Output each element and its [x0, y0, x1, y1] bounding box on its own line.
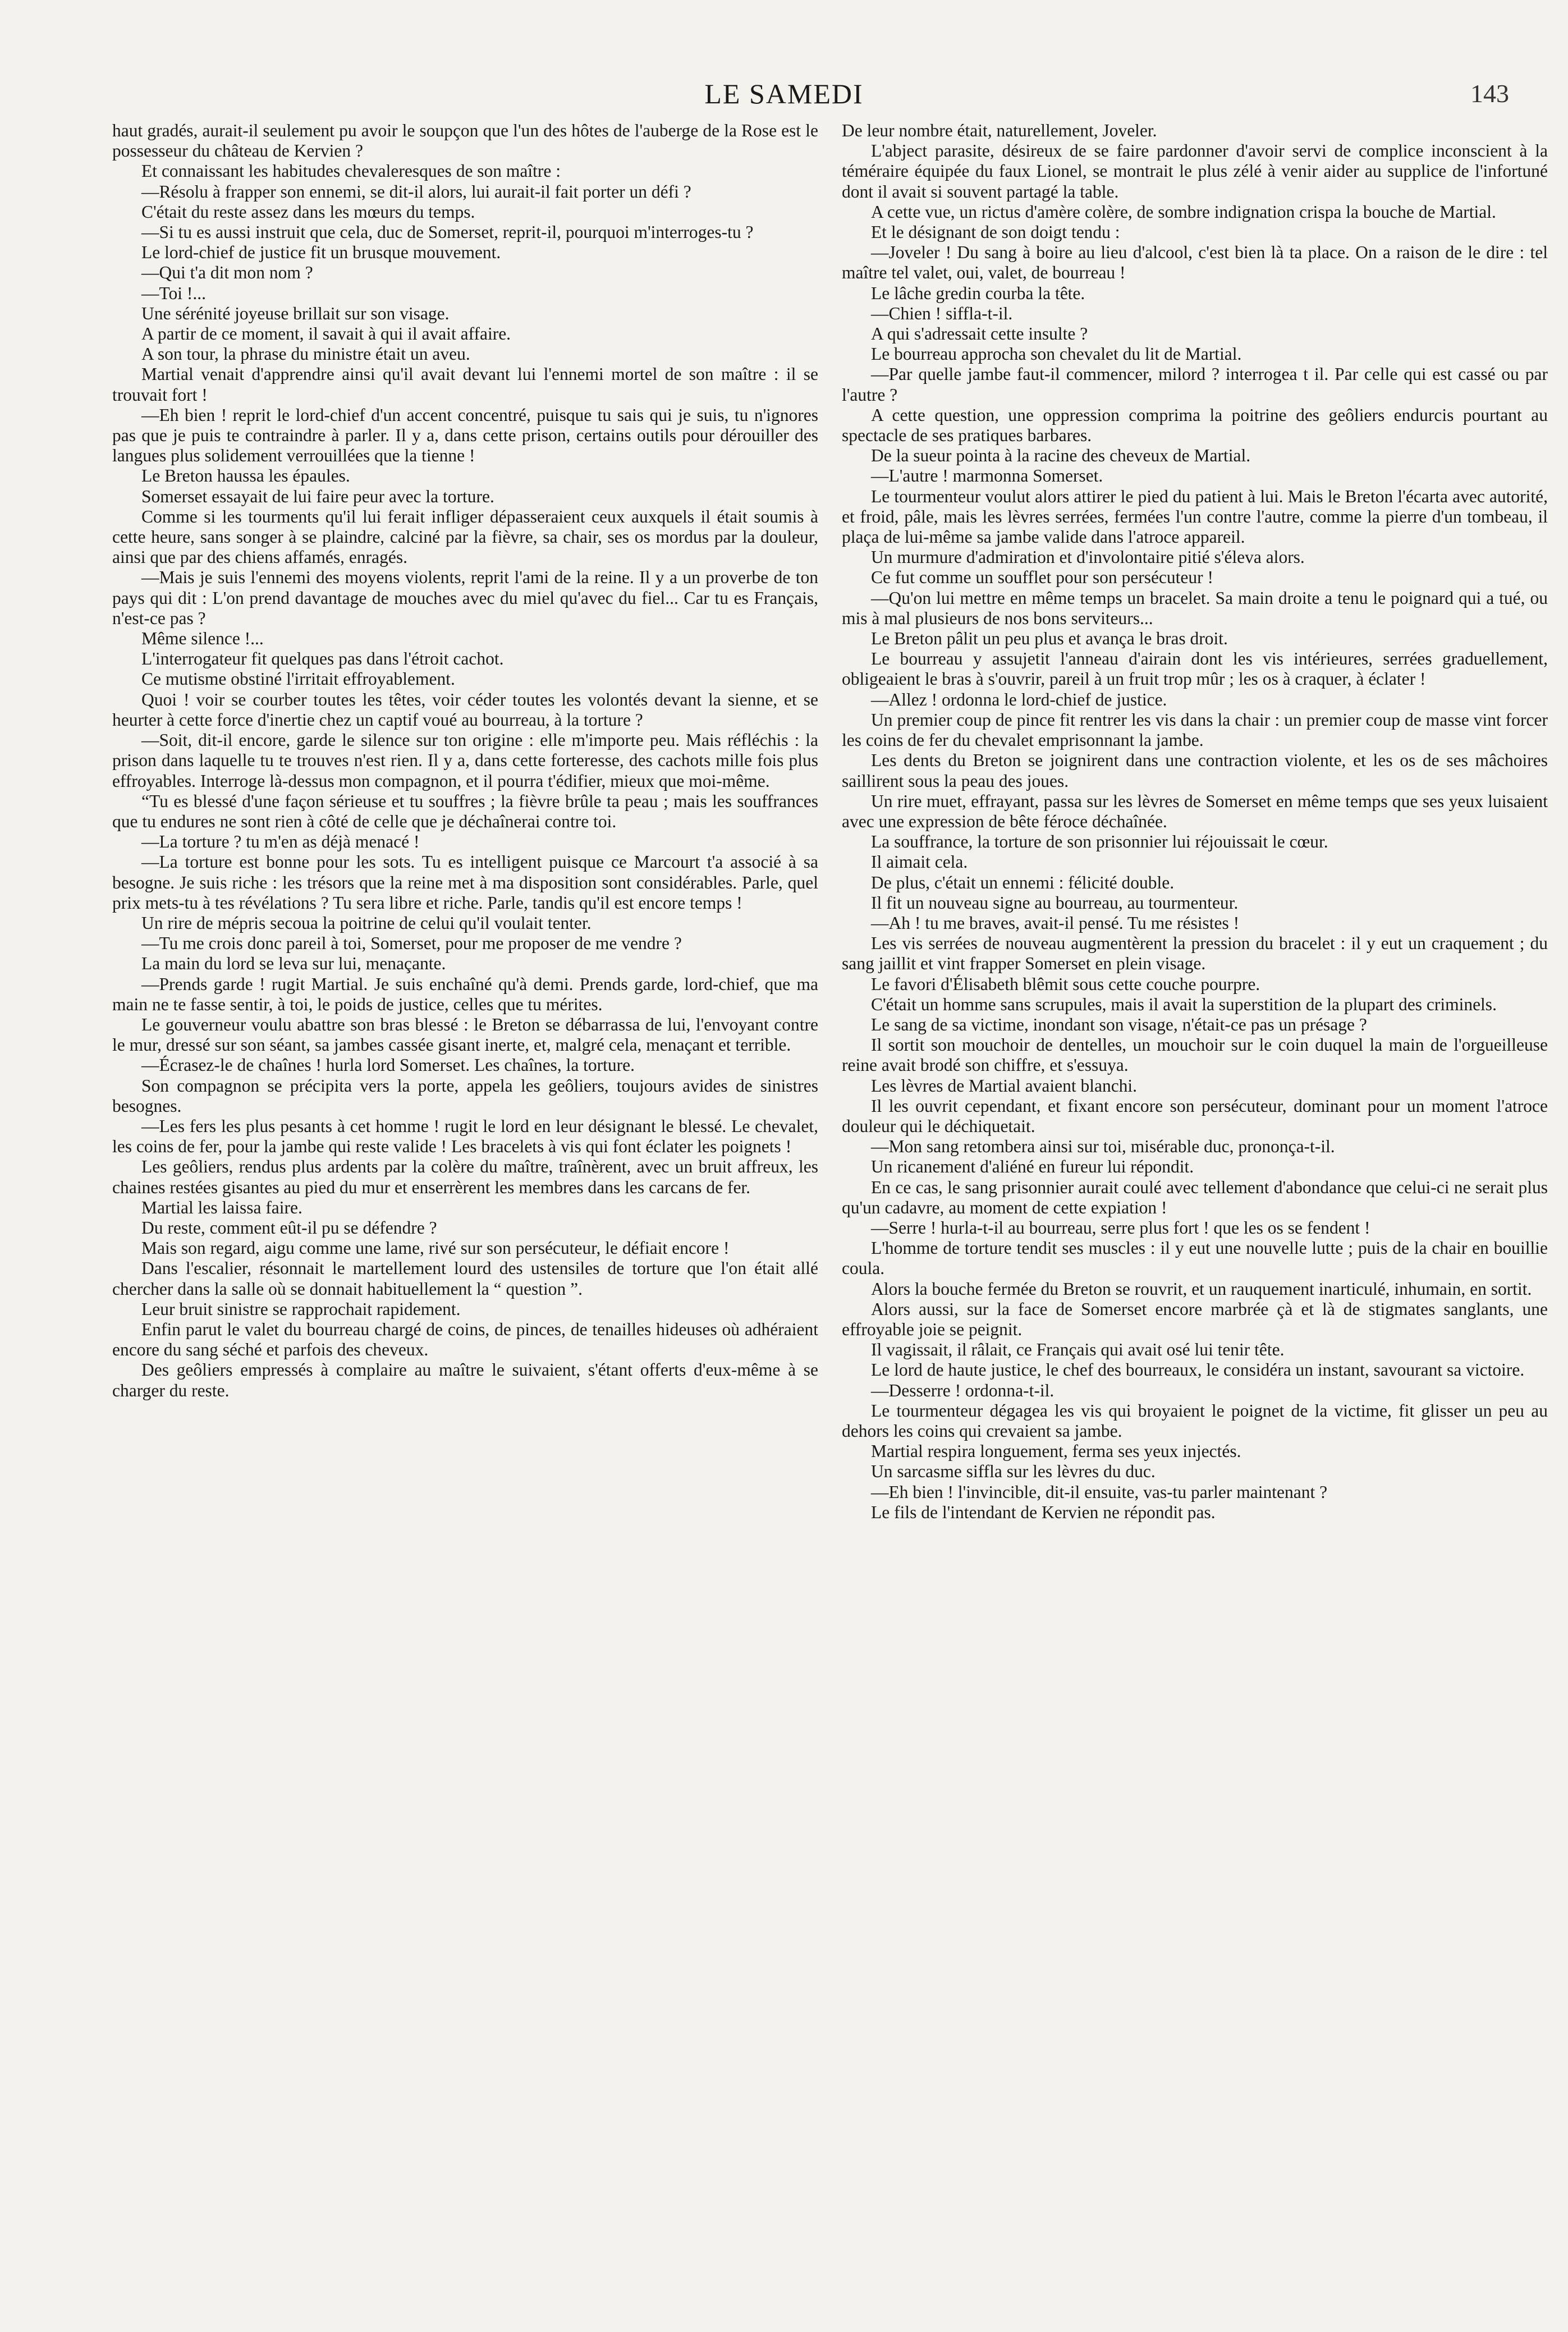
paragraph: Un ricanement d'aliéné en fureur lui répondit.	[871, 1157, 1194, 1177]
paragraph: Son compagnon se précipita vers la porte, appela les geôliers, toujours avides de sinistres besognes.	[112, 1075, 818, 1116]
paragraph: —Tu me crois donc pareil à toi, Somerset, pour me proposer de me vendre ?	[141, 933, 682, 954]
paragraph: —Résolu à frapper son ennemi, se dit-il alors, lui aurait-il fait porter un défi ?	[141, 181, 691, 201]
paragraph: Et le désignant de son doigt tendu :	[871, 222, 1120, 242]
paragraph: Le tourmenteur voulut alors attirer le pied du patient à lui. Mais le Breton l'écarta avec autorité, et froid, pâle, mais les lèvres serrées, fermées l'un contre l'autre, comme la pierre d'un tombeau, il plaça de lui-même sa jambe valide dans l'atroce appareil.	[842, 486, 1548, 547]
paragraph: Il aimait cela.	[871, 852, 968, 872]
paragraph: Et connaissant les habitudes chevaleresques de son maître :	[141, 161, 561, 181]
paragraph: Martial respira longuement, ferma ses yeux injectés.	[871, 1441, 1241, 1461]
paragraph: Enfin parut le valet du bourreau chargé de coins, de pinces, de tenailles hideuses où adhéraient encore du sang séché et parfois des cheveux.	[112, 1319, 818, 1360]
paragraph: Le bourreau approcha son chevalet du lit de Martial.	[871, 344, 1242, 364]
paragraph: Les vis serrées de nouveau augmentèrent la pression du bracelet : il y eut un craquement ; du sang jaillit et vint frapper Somerset en plein visage.	[842, 933, 1548, 974]
paragraph: —La torture est bonne pour les sots. Tu es intelligent puisque ce Marcourt t'a associé à sa besogne. Je suis riche : les trésors que la reine met à ma disposition sont considérables. Parle, quel prix mets-tu à tes révélations ? Tu sera libre et riche. Parle, tandis qu'il est encore temps !	[112, 852, 818, 913]
paragraph: —Mon sang retombera ainsi sur toi, misérable duc, prononça-t-il.	[871, 1137, 1335, 1157]
paragraph: —Écrasez-le de chaînes ! hurla lord Somerset. Les chaînes, la torture.	[141, 1055, 635, 1075]
newspaper-title: LE SAMEDI	[704, 78, 864, 109]
paragraph: Comme si les tourments qu'il lui ferait infliger dépasseraient ceux auxquels il était soumis à cette heure, sans songer à se plaindre, calciné par la fièvre, sa chair, ses os mordus par la douleur, ainsi que par des chiens affamés, enragés.	[112, 506, 818, 567]
paragraph: Le tourmenteur dégagea les vis qui broyaient le poignet de la victime, fit glisser un peu au dehors les coins qui crevaient sa jambe.	[842, 1400, 1548, 1441]
paragraph: A cette vue, un rictus d'amère colère, de sombre indignation crispa la bouche de Martial.	[871, 201, 1496, 222]
paragraph: Alors aussi, sur la face de Somerset encore marbrée çà et là de stigmates sanglants, une effroyable joie se peignit.	[842, 1299, 1548, 1339]
paragraph: —Si tu es aussi instruit que cela, duc de Somerset, reprit-il, pourquoi m'interroges-tu ?	[141, 222, 754, 242]
paragraph: De la sueur pointa à la racine des cheveux de Martial.	[871, 446, 1251, 466]
paragraph: Le bourreau y assujetit l'anneau d'airain dont les vis intérieures, serrées graduellement, obligeaient le bras à s'ouvrir, pareil à un fruit trop mûr ; les os à craquer, à éclater !	[842, 649, 1548, 689]
paragraph: Alors la bouche fermée du Breton se rouvrit, et un rauquement inarticulé, inhumain, en sortit.	[871, 1279, 1532, 1299]
paragraph: “Tu es blessé d'une façon sérieuse et tu souffres ; la fièvre brûle ta peau ; mais les souffrances que tu endures ne sont rien à côté de celle que je déchaînerai contre toi.	[112, 791, 818, 831]
paragraph: Il les ouvrit cependant, et fixant encore son persécuteur, dominant pour un moment l'atroce douleur qui le déchiquetait.	[842, 1096, 1548, 1136]
paragraph: Le Breton haussa les épaules.	[141, 466, 350, 486]
paragraph: —Allez ! ordonna le lord-chief de justice.	[871, 689, 1167, 709]
paragraph: La souffrance, la torture de son prisonnier lui réjouissait le cœur.	[871, 832, 1328, 852]
paragraph: —Eh bien ! l'invincible, dit-il ensuite, vas-tu parler maintenant ?	[871, 1482, 1328, 1502]
paragraph: Martial les laissa faire.	[141, 1197, 302, 1217]
paragraph: Leur bruit sinistre se rapprochait rapidement.	[141, 1299, 461, 1319]
paragraph: —Chien ! siffla-t-il.	[871, 303, 1013, 323]
paragraph: —Qui t'a dit mon nom ?	[141, 263, 313, 283]
paragraph: Il fit un nouveau signe au bourreau, au tourmenteur.	[871, 892, 1239, 913]
paragraph: Ce mutisme obstiné l'irritait effroyablement.	[141, 669, 455, 689]
paragraph: haut gradés, aurait-il seulement pu avoir le soupçon que l'un des hôtes de l'auberge de la Rose est le possesseur du château de Kervien ?	[112, 121, 818, 161]
paragraph: A son tour, la phrase du ministre était un aveu.	[141, 344, 470, 364]
paragraph: Le lord-chief de justice fit un brusque mouvement.	[141, 242, 501, 263]
page-number: 143	[1470, 79, 1509, 108]
paragraph: L'abject parasite, désireux de se faire pardonner d'avoir servi de complice inconscient à la téméraire équipée du faux Lionel, se montrait le plus zélé à venir aider au supplice de l'infortuné dont il avait si souvent partagé la table.	[842, 141, 1548, 201]
paragraph: —L'autre ! marmonna Somerset.	[871, 466, 1103, 486]
page-header	[0, 77, 1568, 122]
paragraph: Le lord de haute justice, le chef des bourreaux, le considéra un instant, savourant sa victoire.	[871, 1360, 1525, 1380]
paragraph: —Desserre ! ordonna-t-il.	[871, 1380, 1054, 1400]
paragraph: Un murmure d'admiration et d'involontaire pitié s'éleva alors.	[871, 547, 1305, 567]
paragraph: Mais son regard, aigu comme une lame, rivé sur son persécuteur, le défiait encore !	[141, 1238, 730, 1258]
paragraph: —Joveler ! Du sang à boire au lieu d'alcool, c'est bien là ta place. On a raison de le dire : tel maître tel valet, oui, valet, de bourreau !	[842, 242, 1548, 283]
paragraph: De leur nombre était, naturellement, Joveler.	[842, 121, 1157, 140]
paragraph: —Prends garde ! rugit Martial. Je suis enchaîné qu'à demi. Prends garde, lord-chief, que ma main ne te fasse sentir, à toi, le poids de justice, celles que tu mérites.	[112, 974, 818, 1014]
paragraph: Martial venait d'apprendre ainsi qu'il avait devant lui l'ennemi mortel de son maître : il se trouvait fort !	[112, 364, 818, 405]
paragraph: C'était un homme sans scrupules, mais il avait la superstition de la plupart des criminels.	[871, 994, 1497, 1014]
paragraph: —Les fers les plus pesants à cet homme ! rugit le lord en leur désignant le blessé. Le chevalet, les coins de fer, pour la jambe qui reste valide ! Les bracelets à vis qui font éclater les poignets !	[112, 1116, 818, 1157]
paragraph: L'homme de torture tendit ses muscles : il y eut une nouvelle lutte ; puis de la chair en bouillie coula.	[842, 1238, 1548, 1279]
paragraph: —Soit, dit-il encore, garde le silence sur ton origine : elle m'importe peu. Mais réfléchis : la prison dans laquelle tu te trouves n'est rien. Il y a, dans cette forteresse, des cachots mille fois plus effroyables. Interroge là-dessus mon compagnon, et il pourra t'édifier, mieux que moi-même.	[112, 730, 818, 791]
paragraph: Des geôliers empressés à complaire au maître le suivaient, s'étant offerts d'eux-même à se charger du reste.	[112, 1360, 818, 1400]
paragraph: A qui s'adressait cette insulte ?	[871, 324, 1088, 344]
paragraph: Le sang de sa victime, inondant son visage, n'était-ce pas un présage ?	[871, 1014, 1367, 1034]
paragraph: Du reste, comment eût-il pu se défendre ?	[141, 1217, 437, 1238]
paragraph: La main du lord se leva sur lui, menaçante.	[141, 954, 446, 974]
paragraph: —La torture ? tu m'en as déjà menacé !	[141, 832, 420, 852]
paragraph: Un premier coup de pince fit rentrer les vis dans la chair : un premier coup de masse vint forcer les coins de fer du chevalet emprisonnant la jambe.	[842, 709, 1548, 750]
paragraph: Le lâche gredin courba la tête.	[871, 283, 1085, 303]
paragraph: Quoi ! voir se courber toutes les têtes, voir céder toutes les volontés devant la sienne, et se heurter à cette force d'inertie chez un captif voué au bourreau, à la torture ?	[112, 689, 818, 730]
right-text-column	[842, 121, 1548, 2304]
paragraph: Il sortit son mouchoir de dentelles, un mouchoir sur le coin duquel la main de l'orgueilleuse reine avait brodé son chiffre, et s'essuya.	[842, 1035, 1548, 1075]
paragraph: A partir de ce moment, il savait à qui il avait affaire.	[141, 324, 511, 344]
paragraph: —Eh bien ! reprit le lord-chief d'un accent concentré, puisque tu sais qui je suis, tu n'ignores pas que je puis te contraindre à parler. Il y a, dans cette prison, certains outils pour dérouiller des langues plus solidement verrouillées que la tienne !	[112, 405, 818, 466]
paragraph: Le fils de l'intendant de Kervien ne répondit pas.	[871, 1502, 1216, 1522]
paragraph: De plus, c'était un ennemi : félicité double.	[871, 872, 1175, 892]
paragraph: Une sérénité joyeuse brillait sur son visage.	[141, 303, 450, 323]
paragraph: Les dents du Breton se joignirent dans une contraction violente, et les os de ses mâchoires saillirent sous la peau des joues.	[842, 750, 1548, 791]
paragraph: En ce cas, le sang prisonnier aurait coulé avec tellement d'abondance que celui-ci ne serait plus qu'un cadavre, au moment de cette expiation !	[842, 1177, 1548, 1217]
paragraph: Le gouverneur voulu abattre son bras blessé : le Breton se débarrassa de lui, l'envoyant contre le mur, dressé sur son séant, sa jambes cassée gisant inerte, et, malgré cela, menaçant et terrible.	[112, 1014, 818, 1055]
paragraph: —Ah ! tu me braves, avait-il pensé. Tu me résistes !	[871, 913, 1240, 933]
paragraph: C'était du reste assez dans les mœurs du temps.	[141, 201, 475, 222]
paragraph: Le favori d'Élisabeth blêmit sous cette couche pourpre.	[871, 974, 1260, 994]
paragraph: —Serre ! hurla-t-il au bourreau, serre plus fort ! que les os se fendent !	[871, 1217, 1370, 1238]
paragraph: Le Breton pâlit un peu plus et avança le bras droit.	[871, 629, 1228, 649]
paragraph: Même silence !...	[141, 629, 264, 649]
paragraph: Les lèvres de Martial avaient blanchi.	[871, 1075, 1138, 1096]
paragraph: Dans l'escalier, résonnait le martellement lourd des ustensiles de torture que l'on était allé chercher dans la salle où se donnait habituellement la “ question ”.	[112, 1258, 818, 1299]
paragraph: L'interrogateur fit quelques pas dans l'étroit cachot.	[141, 649, 504, 669]
paragraph: Ce fut comme un soufflet pour son persécuteur !	[871, 567, 1214, 588]
paragraph: Somerset essayait de lui faire peur avec la torture.	[141, 486, 494, 506]
paragraph: Un sarcasme siffla sur les lèvres du duc.	[871, 1461, 1156, 1482]
paragraph: Il vagissait, il râlait, ce Français qui avait osé lui tenir tête.	[871, 1340, 1285, 1360]
paragraph: Les geôliers, rendus plus ardents par la colère du maître, traînèrent, avec un bruit affreux, les chaines restées gisantes au pied du mur et enserrèrent les membres dans les carcans de fer.	[112, 1157, 818, 1197]
paragraph: A cette question, une oppression comprima la poitrine des geôliers endurcis pourtant au spectacle de ses pratiques barbares.	[842, 405, 1548, 446]
paragraph: Un rire muet, effrayant, passa sur les lèvres de Somerset en même temps que ses yeux luisaient avec une expression de bête féroce déchaînée.	[842, 791, 1548, 831]
paragraph: —Mais je suis l'ennemi des moyens violents, reprit l'ami de la reine. Il y a un proverbe de ton pays qui dit : L'on prend davantage de mouches avec du miel qu'avec du fiel... Car tu es Français, n'est-ce pas ?	[112, 567, 818, 628]
paragraph: —Toi !...	[141, 283, 207, 303]
paragraph: —Par quelle jambe faut-il commencer, milord ? interrogea t il. Par celle qui est cassé ou par l'autre ?	[842, 364, 1548, 405]
paragraph: Un rire de mépris secoua la poitrine de celui qu'il voulait tenter.	[141, 913, 592, 933]
left-text-column	[112, 121, 818, 2304]
paragraph: —Qu'on lui mettre en même temps un bracelet. Sa main droite a tenu le poignard qui a tué, ou mis à mal plusieurs de nos bons serviteurs...	[842, 588, 1548, 628]
